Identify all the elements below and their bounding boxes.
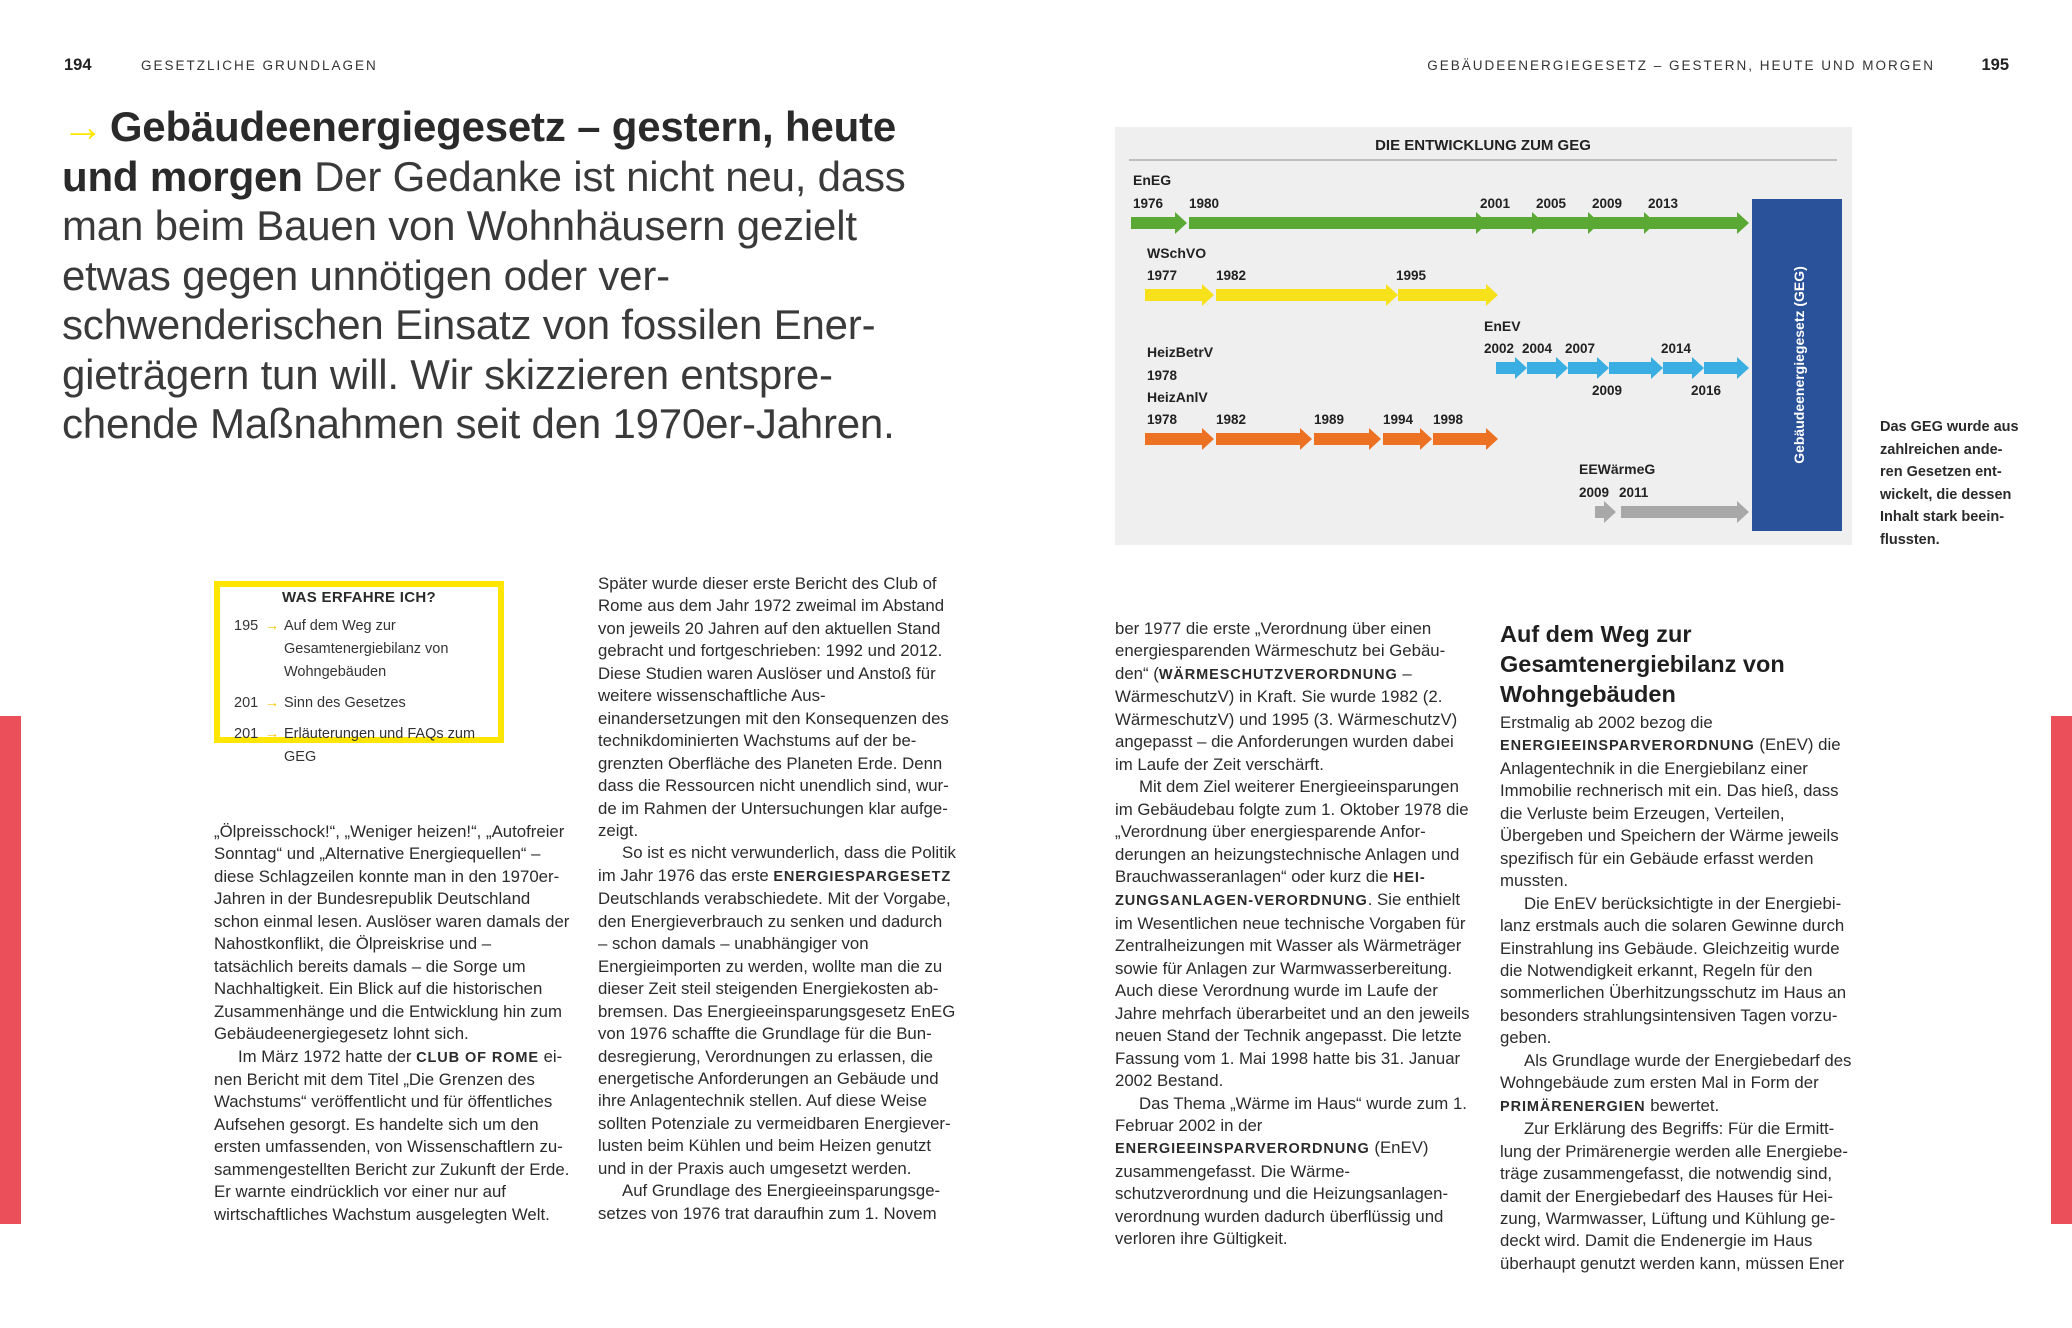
year-label: 1977 (1147, 268, 1178, 283)
year-label: 2011 (1619, 485, 1649, 500)
year-label: 2009 (1592, 383, 1623, 398)
arrow-segment (1433, 428, 1498, 450)
arrow-segment (1482, 212, 1544, 234)
chapter-headline (62, 102, 922, 449)
year-label: 2007 (1565, 341, 1596, 356)
year-label: 2004 (1522, 341, 1553, 356)
toc-item[interactable] (234, 723, 496, 769)
row-label-enev: EnEV (1484, 318, 1521, 334)
body-column-2 (598, 573, 956, 1225)
arrow-segment (1527, 357, 1568, 379)
paragraph: Im März 1972 hatte der CLUB OF ROME einen Bericht mit dem Titel „Die Grenzen des Wachstums“ veröffentlicht und für öffentliches Aufsehen gesorgt. Es handelte sich um den ersten umfassenden, von Wissenschaftlern zusammengestellten Bericht zur Zukunft der Erde. Er warnte eindrücklich vor einer nur auf wirtschaftliches Wachstum ausgelegten Welt. (214, 1046, 570, 1224)
toc-page: 201 (234, 695, 259, 711)
keyword: ENERGIEEINSPARVERORDNUNG (1500, 738, 1755, 755)
year-label: 1978 (1147, 368, 1178, 383)
row-label-eneg: EnEG (1133, 172, 1172, 188)
arrow-segment (1216, 428, 1312, 450)
headline-title: Gebäudeenergiegesetz – gestern, heute und morgen (62, 103, 897, 200)
arrow-segment (1609, 357, 1663, 379)
left-edge-tab (0, 716, 21, 1224)
year-label: 1989 (1314, 412, 1345, 427)
running-head-left: GESETZLICHE GRUNDLAGEN (141, 58, 378, 73)
keyword: ENERGIESPARGESETZ (773, 868, 952, 885)
body-column-3 (1115, 618, 1471, 1251)
year-label: 2005 (1536, 196, 1567, 211)
paragraph: Zur Erklärung des Begriffs: Für die Ermittlung der Primärenergie werden alle Energiebeträge zusammengefasst, die notwendig sind, damit der Energiebedarf des Hauses für Heizung, Warmwasser, Lüftung und Kühlung gedeckt wird. Damit die Endenergie im Haus überhaupt genutzt werden kann, müssen Ener (1500, 1119, 1848, 1273)
arrow-segment (1704, 357, 1749, 379)
year-label: 2009 (1579, 485, 1610, 500)
year-label: 2016 (1691, 383, 1722, 398)
arrow-segment (1594, 212, 1656, 234)
toc-page: 195 (234, 618, 259, 634)
arrow-segment (1216, 284, 1398, 306)
arrow-segment (1398, 284, 1498, 306)
toc-box-title: WAS ERFAHRE ICH? (274, 589, 444, 606)
arrow-segment (1538, 212, 1600, 234)
keyword: HEIZUNGSANLAGEN-VERORDNUNG (1115, 869, 1425, 910)
arrow-segment (1145, 284, 1214, 306)
paragraph: „Ölpreisschock!“, „Weniger heizen!“, „Autofreier Sonntag“ und „Alternative Energiequellen“ – diese Schlagzeilen konnte man in den 1970er-Jahren in der Bundesrepublik Deutschland schon einmal lesen. Auslöser waren damals der Nahostkonflikt, die Ölpreiskrise und – tatsächlich bereits damals – die Sorge um Nachhaltigkeit. Ein Blick auf die historischen Zusammenhänge und die Entwicklung hin zum Gebäudeenergiegesetz lohnt sich. (214, 822, 570, 1044)
heiz-arrows (1145, 428, 1498, 450)
arrow-segment (1621, 501, 1749, 523)
arrow-segment (1314, 428, 1381, 450)
arrow-right-icon: → (264, 695, 280, 711)
year-label: 2014 (1661, 341, 1692, 356)
arrow-segment (1189, 212, 1488, 234)
body-column-4 (1500, 619, 1860, 1275)
paragraph: Das Thema „Wärme im Haus“ wurde zum 1. Februar 2002 in der ENERGIEEINSPARVERORDNUNG (EnEV) zusammengefasst. Die Wärmeschutzverordnung und die Heizungsanlagenverordnung wurden dadurch überflüssig und verloren ihre Gültigkeit. (1115, 1093, 1467, 1249)
arrow-right-icon: → (264, 726, 280, 742)
toc-list (234, 615, 496, 777)
toc-page: 201 (234, 726, 259, 742)
arrow-segment (1383, 428, 1432, 450)
toc-box (214, 581, 504, 765)
arrow-segment (1650, 212, 1749, 234)
arrow-segment (1496, 357, 1527, 379)
row-label-heizbetrv: HeizBetrV (1147, 344, 1214, 360)
eewaermeg-arrows (1595, 501, 1749, 523)
row-label-wschvo: WSchVO (1147, 245, 1207, 261)
paragraph: Die EnEV berücksichtigte in der Energiebilanz erstmals auch die solaren Gewinne durch Einstrahlung ins Gebäude. Gleichzeitig wurde die Notwendigkeit erkannt, Regeln für den sommerlichen Überhitzungsschutz im Haus an besonders strahlungsintensiven Tagen vorzugeben. (1500, 893, 1847, 1048)
keyword: PRIMÄRENERGIEN (1500, 1098, 1646, 1115)
toc-label: Sinn des Gesetzes (284, 695, 406, 711)
timeline-diagram (1115, 127, 1852, 545)
paragraph: Später wurde dieser erste Bericht des Club of Rome aus dem Jahr 1972 zweimal im Abstand von jeweils 20 Jahren auf den aktuellen Stand gebracht und fortgeschrieben: 1992 und 2012. Diese Studien waren Auslöser und Anstoß für weitere wissenschaftliche Auseinandersetzungen mit den Konsequenzen des technikdominierten Wachstums auf der begrenzten Oberfläche des Planeten Erde. Denn dass die Ressourcen nicht unendlich sind, wurde im Rahmen der Untersuchungen klar aufgezeigt. (598, 574, 949, 840)
diagram-title: DIE ENTWICKLUNG ZUM GEG (1375, 137, 1591, 154)
keyword: WÄRMESCHUTZVERORDNUNG (1158, 666, 1398, 683)
toc-item[interactable] (234, 692, 496, 715)
toc-item[interactable] (234, 615, 496, 684)
paragraph: Als Grundlage wurde der Energiebedarf des Wohngebäude zum ersten Mal in Form der PRIMÄRENERGIEN bewertet. (1500, 1050, 1852, 1115)
timeline-svg (1115, 127, 1852, 545)
wschvo-arrows (1145, 284, 1498, 306)
year-label: 1976 (1133, 196, 1164, 211)
toc-label: Erläuterungen und FAQs zum GEG (284, 726, 476, 765)
keyword: CLUB OF ROME (416, 1049, 539, 1066)
arrow-segment (1131, 212, 1187, 234)
page-number-left: 194 (64, 56, 92, 74)
arrow-segment (1595, 501, 1616, 523)
year-label: 1982 (1216, 268, 1247, 283)
running-head-right: GEBÄUDEENERGIEGESETZ – GESTERN, HEUTE UND MORGEN (1427, 58, 1935, 73)
year-label: 1980 (1189, 196, 1220, 211)
paragraph: Auf Grundlage des Energieeinsparungsgesetzes von 1976 trat daraufhin zum 1. Novem (598, 1181, 941, 1223)
year-label: 1978 (1147, 412, 1178, 427)
geg-label: Gebäudeenergiegesetz (GEG) (1791, 266, 1807, 464)
arrow-segment (1568, 357, 1609, 379)
year-label: 1982 (1216, 412, 1247, 427)
year-label: 2009 (1592, 196, 1623, 211)
row-label-heizanlv: HeizAnlV (1147, 389, 1208, 405)
year-label: 2001 (1480, 196, 1511, 211)
year-label: 1994 (1383, 412, 1414, 427)
diagram-caption: Das GEG wurde aus zahlreichen anderen Gesetzen entwickelt, die dessen Inhalt stark beeinflussten. (1880, 419, 2019, 548)
paragraph: Mit dem Ziel weiterer Energieeinsparungen im Gebäudebau folgte zum 1. Oktober 1978 die „Verordnung über energiesparende Anforderungen an heizungstechnische Anlagen und Brauchwasseranlagen“ oder kurz die HEIZUNGSANLAGEN-VERORDNUNG. Sie enthielt im Wesentlichen neue technische Vorgaben für Zentralheizungen mit Wasser als Wärmeträger sowie für Anlagen zur Warmwasserbereitung. Auch diese Verordnung wurde im Laufe der Jahre mehrfach überarbeitet und an den jeweils neuen Stand der Technik angepasst. Die letzte Fassung vom 1. Mai 1998 hatte bis 31. Januar 2002 Bestand. (1115, 777, 1470, 1091)
paragraph: Erstmalig ab 2002 bezog die ENERGIEEINSPARVERORDNUNG (EnEV) die Anlagentechnik in die Energiebilanz einer Immobilie rechnerisch mit ein. Das hieß, dass die Verluste beim Erzeugen, Verteilen, Übergeben und Speichern der Wärme jeweils spezifisch für ein Gebäude erfasst werden mussten. (1500, 713, 1841, 891)
year-label: 1998 (1433, 412, 1464, 427)
year-label: 1995 (1396, 268, 1427, 283)
paragraph: So ist es nicht verwunderlich, dass die Politik im Jahr 1976 das erste ENERGIESPARGESETZ Deutschlands verabschiedete. Mit der Vorgabe, den Energieverbrauch zu senken und dadurch – schon damals – unabhängiger von Energieimporten zu werden, wollte man die zu dieser Zeit steil steigenden Energiekosten abbremsen. Das Energieeinsparungsgesetz EnEG von 1976 schaffte die Grundlage für die Bundesregierung, Verordnungen zu erlassen, die energetische Anforderungen an Gebäude und ihre Anlagentechnik stellen. Auf diese Weise sollten Potenziale zu vermeidbaren Energieverlusten beim Kühlen und beim Heizen genutzt und in der Praxis auch umgesetzt werden. (598, 843, 956, 1178)
keyword: ENERGIEEINSPARVERORDNUNG (1115, 1141, 1370, 1158)
section-heading: Auf dem Weg zur Gesamtenergiebilanz von Wohngebäuden (1500, 621, 1785, 707)
arrow-right-icon: → (264, 618, 280, 634)
row-label-eewaermeg: EEWärmeG (1579, 461, 1656, 477)
right-edge-tab (2051, 716, 2072, 1224)
body-column-1 (214, 821, 572, 1226)
page-number-right: 195 (1981, 56, 2009, 74)
toc-label: Auf dem Weg zur Gesamtenergiebilanz von Wohngebäuden (284, 618, 449, 680)
arrow-segment (1663, 357, 1704, 379)
paragraph: ber 1977 die erste „Verordnung über einen energiesparenden Wärmeschutz bei Gebäuden“ (WÄRMESCHUTZVERORDNUNG – WärmeschutzV) in Kraft. Sie wurde 1982 (2. WärmeschutzV) und 1995 (3. WärmeschutzV) angepasst – die Anforderungen wurden dabei im Laufe der Zeit verschärft. (1115, 619, 1458, 774)
arrow-segment (1145, 428, 1214, 450)
year-label: 2013 (1648, 196, 1679, 211)
arrow-right-icon: → (62, 103, 104, 150)
year-label: 2002 (1484, 341, 1515, 356)
headline-intro: Der Gedanke ist nicht neu, dass man beim Bauen von Wohnhäusern gezielt etwas gegen unnötigen oder verschwenderischen Einsatz von fossilen Energieträgern tun will. Wir skizzieren entsprechende Maßnahmen seit den 1970er-Jahren. (62, 152, 906, 447)
eneg-arrows (1131, 212, 1749, 234)
enev-arrows (1496, 357, 1749, 379)
